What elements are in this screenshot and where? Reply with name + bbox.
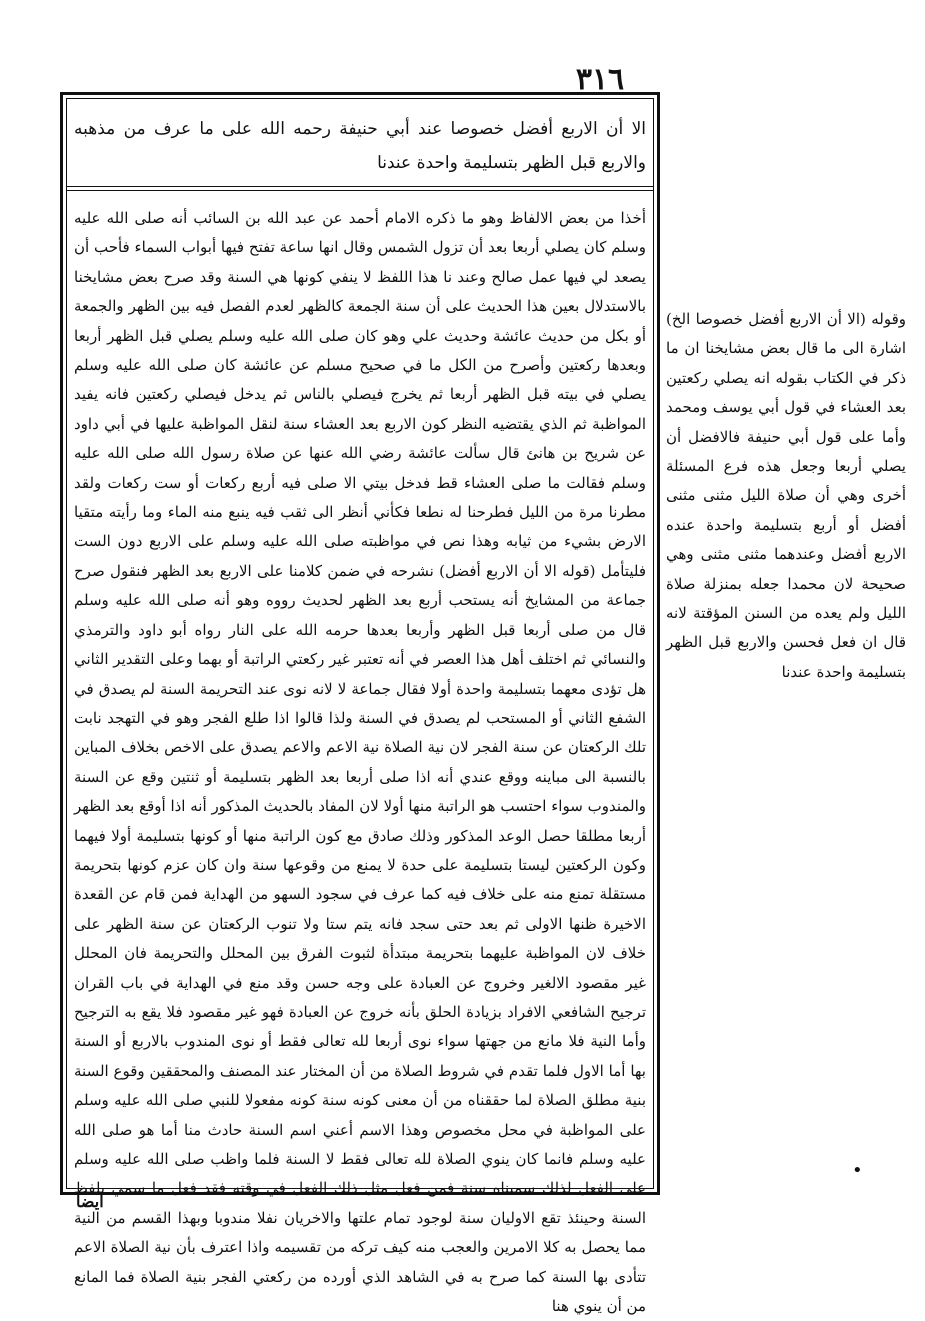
margin-mark: •: [852, 1160, 863, 1181]
catchword: ايضا: [76, 1192, 104, 1211]
divider-line: [66, 186, 654, 187]
main-text: الا أن الاربع أفضل خصوصا عند أبي حنيفة رحمه الله على ما عرف من مذهبه والاربع قبل الظهر بتسليمة واحدة عندنا: [74, 119, 646, 173]
divider-line-double: [66, 190, 654, 191]
commentary-text: أخذا من بعض الالفاظ وهو ما ذكره الامام أحمد عن عبد الله بن السائب أنه صلى الله عليه وسلم كان يصلي أربعا بعد أن تزول الشمس وقال انها ساعة تفتح فيها أبواب السماء فأحب أن يصعد لي فيها عمل صالح وعند نا هذا اللفظ لا ينفي كونها هي السنة وقد صرح بعض مشايخنا بالاستدلال بعين هذا الحديث على أن سنة الجمعة كالظهر لعدم الفصل فيه بين الظهر والجمعة أو بكل من حديث عائشة وحديث علي وهو كان صلى الله عليه وسلم يصلي قبل الظهر أربعا وبعدها ركعتين وأصرح من الكل ما في صحيح مسلم عن عائشة كان صلى الله عليه وسلم يصلي في بيته قبل الظهر أربعا ثم يخرج فيصلي بالناس ثم يدخل فيصلي ركعتين فانه يفيد المواظبة ثم الذي يقتضيه النظر كون الاربع بعد العشاء سنة لنقل المواظبة عليها في أبي داود عن شريح بن هانئ قال سألت عائشة رضي الله عنها عن صلاة رسول الله صلى الله عليه وسلم فقالت ما صلى العشاء قط فدخل بيتي الا صلى فيه أربع ركعات أو ست ركعات ولقد مطرنا مرة من الليل فطرحنا له نطعا فكأني أنظر الى ثقب فيه ينبع منه الماء وما رأيته متقيا الارض بشيء من ثيابه وهذا نص في مواظبته صلى الله عليه وسلم على الاربع دون الست فليتأمل (قوله الا أن الاربع أفضل) نشرحه في ضمن كلامنا على الاربع بعد الظهر فنقول صرح جماعة من المشايخ أنه يستحب أربع بعد الظهر لحديث رووه وهو أنه صلى الله عليه وسلم قال من صلى أربعا قبل الظهر وأربعا بعدها حرمه الله على النار رواه أبو داود والترمذي والنسائي ثم اختلف أهل هذا العصر في أنه تعتبر غير ركعتي الراتبة أو بهما وعلى التقدير الثاني هل تؤدى معهما بتسليمة واحدة أولا فقال جماعة لا لانه نوى عند التحريمة السنة لم يصدق في الشفع الثاني أو المستحب لم يصدق في السنة ولذا قالوا اذا طلع الفجر وهو في التهجد نابت تلك الركعتان عن سنة الفجر لان نية الصلاة نية الاعم والاعم يصدق على الاخص بخلاف المباين بالنسبة الى مباينه ووقع عندي أنه اذا صلى أربعا بعد الظهر بتسليمة أو ثنتين وقع عن السنة والمندوب سواء احتسب هو الراتبة منها أولا لان المفاد بالحديث المذكور أنه اذا أوقع بعد الظهر أربعا مطلقا حصل الوعد المذكور وذلك صادق مع كون الراتبة منها أو كونها بتسليمة أولا فيهما وكون الركعتين ليستا بتسليمة على حدة لا يمنع من وقوعها سنة وان كان عزم كونها بتحريمة مستقلة تمنع منه على خلاف فيه كما عرف في سجود السهو من الهداية فمن قام عن القعدة الاخيرة ظنها الاولى ثم بعد حتى سجد فانه يتم ستا ولا تنوب الركعتان عن سنة الظهر على خلاف لان المواظبة عليهما بتحريمة مبتدأة لثبوت الفرق بين المحلل والتحريمة فان المحلل غير مقصود الالغير وخروج عن العبادة على وجه حسن وقد منع في الهداية في باب القران ترجيح الشافعي الافراد بزيادة الحلق بأنه خروج عن العبادة فهو غير مقصود فلا يقع به الترجيح وأما النية فلا مانع من جهتها سواء نوى أربعا لله تعالى فقط أو نوى المندوب بالاربع أو السنة بها أما الاول فلما تقدم في شروط الصلاة من أن المختار عند المصنف والمحققين وقوع السنة بنية مطلق الصلاة لما حققناه من أن معنى كونه سنة كونه مفعولا للنبي صلى الله عليه وسلم على المواظبة في محل مخصوص وهذا الاسم أعني اسم السنة حادث منا أما هو صلى الله عليه وسلم فانما كان ينوي الصلاة لله تعالى فقط لا السنة فلما واظب صلى الله عليه وسلم على الفعل لذلك سميناه سنة فمن فعل مثل ذلك الفعل في وقته فقد فعل ما سمي بلفظ السنة وحينئذ تقع الاوليان سنة لوجود تمام علتها والاخريان نفلا مندوبا وبهذا القسم من النية مما يحصل به كلا الامرين والعجب منه كيف تركه من تقسيمه واذا اعترف بأن نية الصلاة الاعم تتأدى بها السنة كما صرح به في الشاهد الذي أورده من ركعتي الفجر بنية الصلاة فما المانع من أن ينوي هنا: [74, 209, 646, 1316]
page-number: ٣١٦: [575, 62, 625, 97]
main-text-block: [74, 112, 646, 184]
margin-commentary-text: وقوله (الا أن الاربع أفضل خصوصا الخ) اشارة الى ما قال بعض مشايخنا ان ما ذكر في الكتاب بقوله انه يصلي ركعتين بعد العشاء في قول أبي يوسف ومحمد وأما على قول أبي حنيفة فالافضل أن يصلي أربعا وجعل هذه فرع المسئلة أخرى وهي أن صلاة الليل مثنى مثنى أفضل أو أربع بتسليمة واحدة عنده الاربع أفضل وعندهما مثنى مثنى وهي صحيحة لان محمدا جعله بمنزلة صلاة الليل ولم يعده من السنن المؤقتة لانه قال ان فعل فحسن والاربع قبل الظهر بتسليمة واحدة عندنا: [666, 310, 906, 681]
margin-commentary: [666, 305, 906, 885]
